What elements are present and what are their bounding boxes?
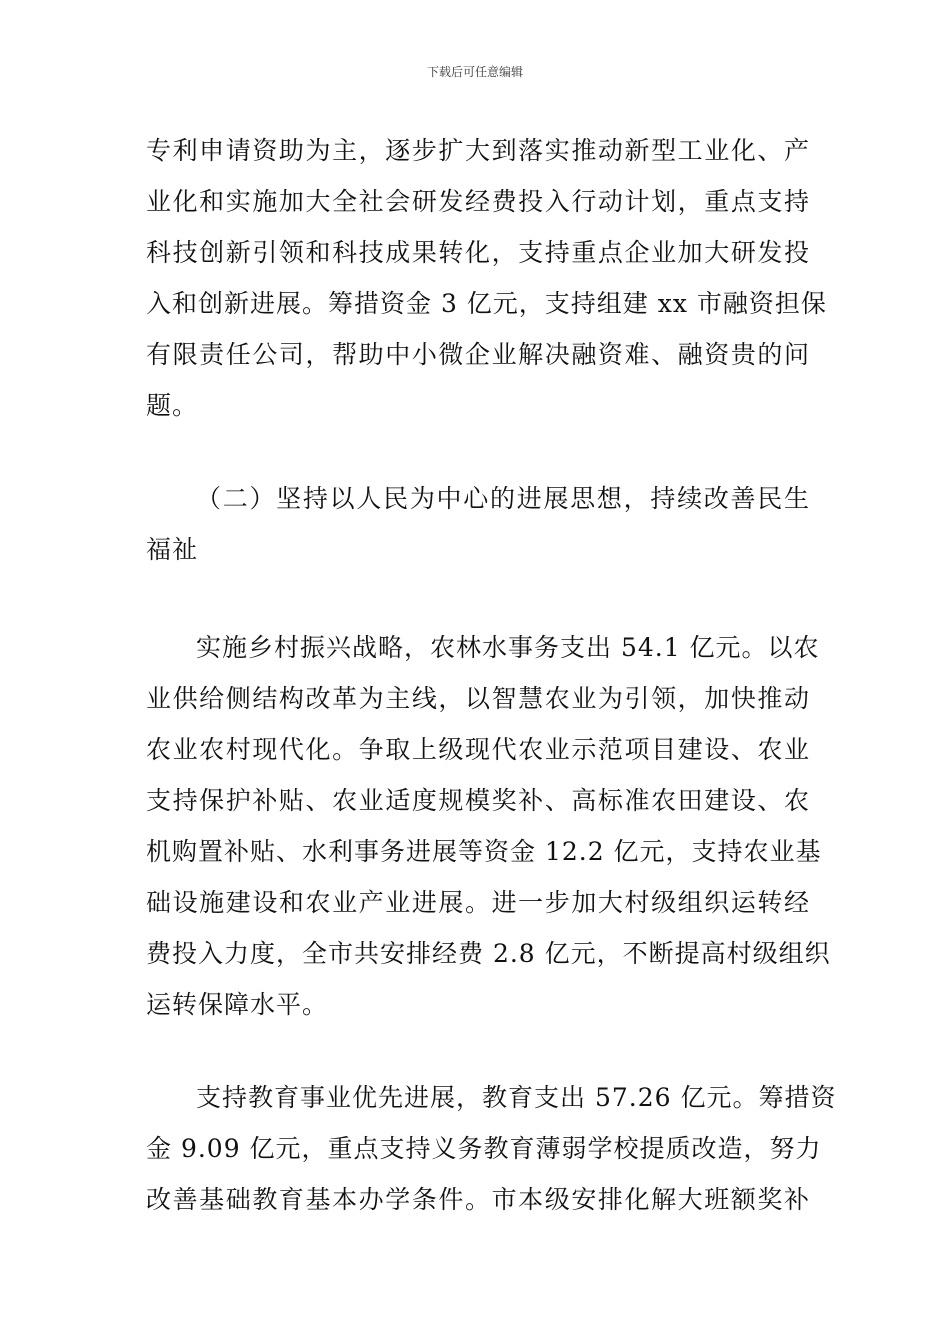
text-line: 农业农村现代化。争取上级现代农业示范项目建设、农业 — [146, 735, 810, 764]
heading-line: 福祉 — [146, 535, 199, 564]
section-heading — [146, 473, 810, 575]
text-line: 科技创新引领和科技成果转化，支持重点企业加大研发投 — [146, 238, 810, 267]
text-line: 机购置补贴、水利事务进展等资金 12.2 亿元，支持农业基 — [146, 837, 822, 866]
text-line: 础设施建设和农业产业进展。进一步加大村级组织运转经 — [146, 888, 810, 917]
text-line: 支持教育事业优先进展，教育支出 57.26 亿元。筹措资 — [196, 1083, 837, 1112]
text-line: 入和创新进展。筹措资金 3 亿元，支持组建 xx 市融资担保 — [146, 289, 827, 318]
text-line: 改善基础教育基本办学条件。市本级安排化解大班额奖补 — [146, 1185, 810, 1214]
text-line: 专利申请资助为主，逐步扩大到落实推动新型工业化、产 — [146, 136, 810, 165]
page-header: 下载后可任意编辑 — [426, 65, 523, 79]
text-line: 费投入力度，全市共安排经费 2.8 亿元，不断提高村级组织 — [146, 939, 831, 968]
text-line: 题。 — [146, 391, 199, 420]
text-line: 运转保障水平。 — [146, 990, 329, 1019]
paragraph-education-funding — [146, 1072, 837, 1225]
text-line: 支持保护补贴、农业适度规模奖补、高标准农田建设、农 — [146, 786, 810, 815]
paragraph-innovation-funding — [146, 125, 827, 431]
text-line: 业供给侧结构改革为主线，以智慧农业为引领，加快推动 — [146, 684, 810, 713]
text-line: 业化和实施加大全社会研发经费投入行动计划，重点支持 — [146, 187, 810, 216]
paragraph-rural-revitalization — [146, 622, 831, 1030]
heading-line: （二）坚持以人民为中心的进展思想，持续改善民生 — [196, 484, 810, 513]
text-line: 金 9.09 亿元，重点支持义务教育薄弱学校提质改造，努力 — [146, 1134, 822, 1163]
text-line: 实施乡村振兴战略，农林水事务支出 54.1 亿元。以农 — [196, 633, 820, 662]
text-line: 有限责任公司，帮助中小微企业解决融资难、融资贵的问 — [146, 340, 810, 369]
